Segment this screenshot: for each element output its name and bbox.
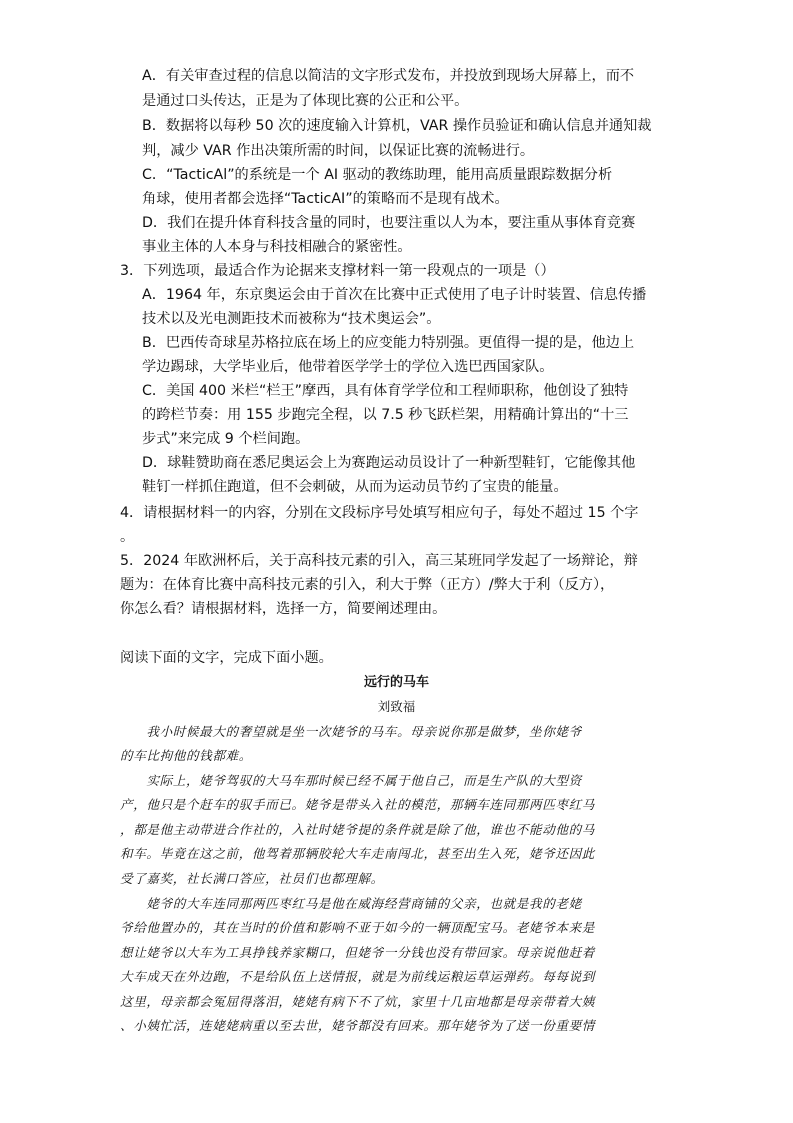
story-line-5: ，都是他主动带进合作社的，入社时姥爷提的条件就是除了他，谁也不能动他的马	[120, 822, 595, 837]
option-b-line-2: 判，减少 VAR 作出决策所需的时间，以保证比赛的流畅进行。	[142, 143, 535, 159]
story-line-13: 、小姨忙活，连姥姥病重以至去世，姥爷都没有回来。那年姥爷为了送一份重要情	[120, 1018, 595, 1033]
story-line-1: 我小时候最大的奢望就是坐一次姥爷的马车。母亲说你那是做梦，坐你姥爷	[120, 724, 582, 739]
story-author: 刘致福	[377, 699, 416, 714]
story-line-12: 这里，母亲都会冤屈得落泪，姥姥有病下不了炕，家里十几亩地都是母亲带着大姨	[120, 994, 595, 1009]
option-c-line-2: 角球，使用者都会选择“TacticAI”的策略而不是现有战术。	[142, 191, 509, 207]
option-d-line-1: D．我们在提升体育科技含量的同时，也要注重以人为本，要注重从事体育竞赛	[142, 215, 636, 231]
q3-option-c-line-3: 步式”来完成 9 个栏间跑。	[142, 431, 310, 447]
q3-option-c-line-1: C．美国 400 米栏“栏王”摩西，具有体育学学位和工程师职称，他创设了独特	[142, 383, 629, 399]
q3-option-d-line-1: D．球鞋赞助商在悉尼奥运会上为赛跑运动员设计了一种新型鞋钉，它能像其他	[142, 455, 636, 471]
q3-option-b-line-1: B．巴西传奇球星苏格拉底在场上的应变能力特别强。更值得一提的是，他边上	[142, 335, 635, 351]
story-line-2: 的车比拘他的钱都难。	[120, 748, 252, 763]
story-line-8: 姥爷的大车连同那两匹枣红马是他在威海经营商铺的父亲，也就是我的老姥	[120, 896, 582, 911]
q3-option-b-line-2: 学边踢球，大学毕业后，他带着医学学士的学位入选巴西国家队。	[142, 359, 554, 375]
question-5-line-3: 你怎么看？请根据材料，选择一方，简要阐述理由。	[120, 601, 447, 617]
story-line-10: 想让姥爷以大车为工具挣钱养家糊口，但姥爷一分钱也没有带回家。母亲说他赶着	[120, 945, 595, 960]
option-c-line-1: C．“TacticAl”的系统是一个 AI 驱动的教练助理，能用高质量跟踪数据分析	[142, 167, 613, 183]
question-5-line-1: 5．2024 年欧洲杯后，关于高科技元素的引入，高三某班同学发起了一场辩论，辩	[120, 553, 638, 569]
question-4-line-2: 。	[120, 529, 135, 545]
option-d-line-2: 事业主体的人本身与科技相融合的紧密性。	[142, 239, 412, 255]
q3-option-a-line-1: A．1964 年，东京奥运会由于首次在比赛中正式使用了电子计时装置、信息传播	[142, 287, 647, 303]
option-a-line-2: 是通过口头传达，正是为了体现比赛的公正和公平。	[142, 93, 469, 109]
question-4-line-1: 4．请根据材料一的内容，分别在文段标序号处填写相应句子，每处不超过 15 个字	[120, 505, 639, 521]
reading-instructions: 阅读下面的文字，完成下面小题。	[120, 650, 333, 666]
q3-option-c-line-2: 的跨栏节奏：用 155 步跑完全程，以 7.5 秒飞跃栏架，用精确计算出的“十三	[142, 407, 629, 423]
story-line-3: 实际上，姥爷驾驭的大马车那时候已经不属于他自己，而是生产队的大型资	[120, 773, 582, 788]
question-5-line-2: 题为：在体育比赛中高科技元素的引入，利大于弊（正方）/弊大于利（反方），	[120, 577, 615, 593]
story-line-11: 大车成天在外边跑，不是给队伍上送情报，就是为前线运粮运草运弹药。每每说到	[120, 969, 595, 984]
question-3-stem: 3．下列选项，最适合作为论据来支撑材料一第一段观点的一项是（）	[120, 263, 555, 279]
option-a-line-1: A．有关审查过程的信息以简洁的文字形式发布，并投放到现场大屏幕上，而不	[142, 68, 635, 84]
story-line-4: 产，他只是个赶车的驭手而已。姥爷是带头入社的模范，那辆车连同那两匹枣红马	[120, 797, 595, 812]
story-line-9: 爷给他置办的，其在当时的价值和影响不亚于如今的一辆顶配宝马。老姥爷本来是	[120, 920, 595, 935]
q3-option-d-line-2: 鞋钉一样抓住跑道，但不会刺破，从而为运动员节约了宝贵的能量。	[142, 479, 568, 495]
story-line-6: 和车。毕竟在这之前，他驾着那辆胶轮大车走南闯北，甚至出生入死，姥爷还因此	[120, 846, 595, 861]
story-title: 远行的马车	[363, 675, 429, 690]
option-b-line-1: B．数据将以每秒 50 次的速度输入计算机，VAR 操作员验证和确认信息并通知裁	[142, 118, 652, 134]
story-line-7: 受了嘉奖，社长满口答应，社员们也都理解。	[120, 871, 384, 886]
q3-option-a-line-2: 技术以及光电测距技术而被称为“技术奥运会”。	[142, 311, 441, 327]
